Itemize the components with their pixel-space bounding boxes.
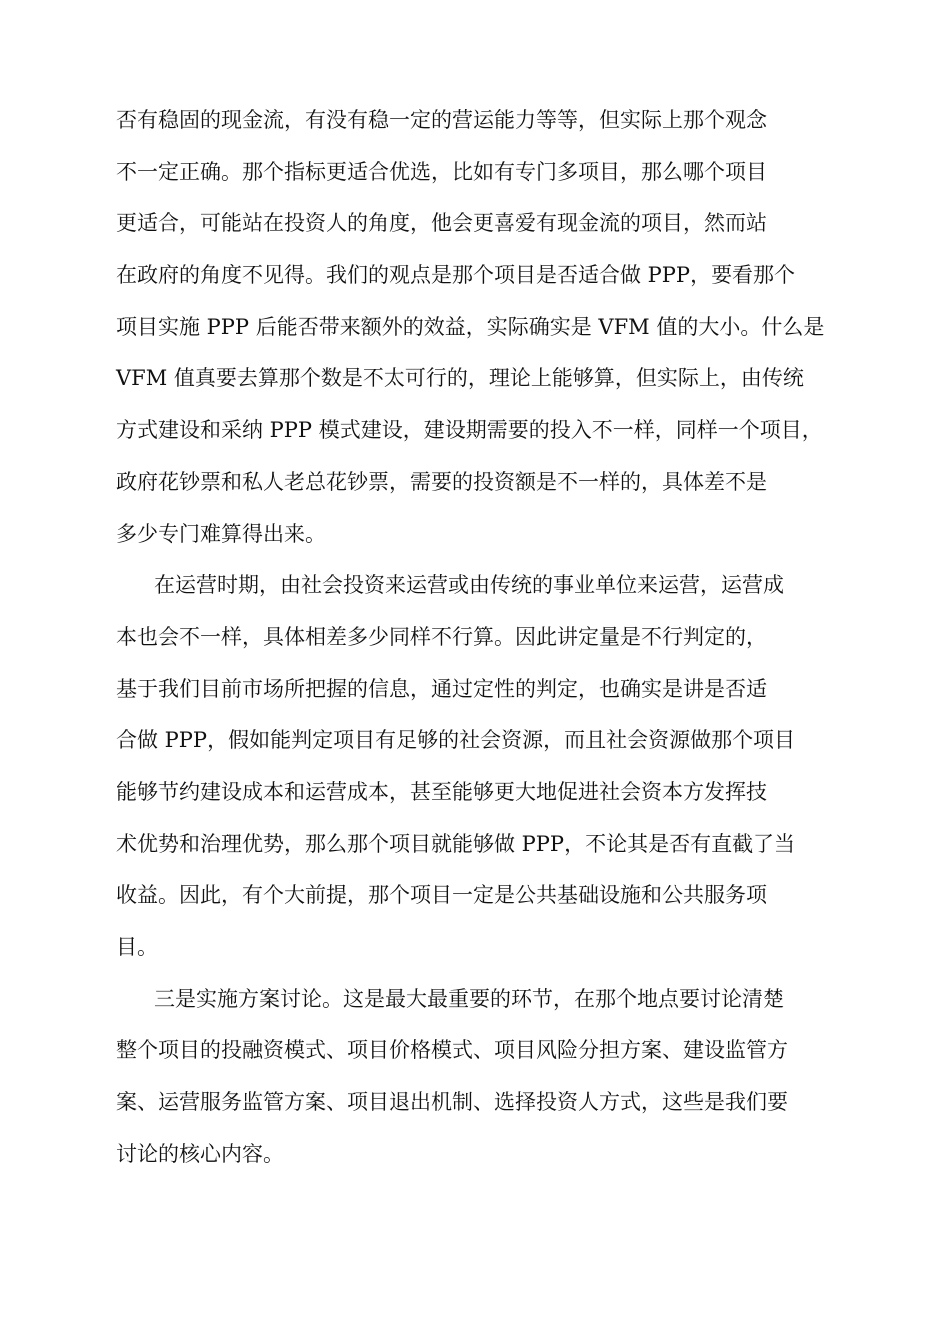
paragraph-2 <box>116 560 846 974</box>
text-line: 收益。因此，有个大前提，那个项目一定是公共基础设施和公共服务项 <box>116 883 767 908</box>
text-line: 多少专门难算得出来。 <box>116 521 326 546</box>
text-line: 否有稳固的现金流，有没有稳一定的营运能力等等，但实际上那个观念 <box>116 108 767 132</box>
text-line: 方式建设和采纳 PPP 模式建设，建设期需要的投入不一样，同样一个项目， <box>116 418 823 443</box>
text-line: 整个项目的投融资模式、项目价格模式、项目风险分担方案、建设监管方 <box>116 1038 788 1063</box>
text-line: 在政府的角度不见得。我们的观点是那个项目是否适合做 PPP，要看那个 <box>116 263 796 288</box>
text-line: 不一定正确。那个指标更适合优选，比如有专门多项目，那么哪个项目 <box>116 159 767 184</box>
text-line: 术优势和治理优势，那么那个项目就能够做 PPP，不论其是否有直截了当 <box>116 831 796 856</box>
text-line: 项目实施 PPP 后能否带来额外的效益，实际确实是 VFM 值的大小。什么是 <box>116 314 825 339</box>
text-line: 基于我们目前市场所把握的信息，通过定性的判定，也确实是讲是否适 <box>116 676 767 701</box>
text-line: 目。 <box>116 935 158 959</box>
text-line: 讨论的核心内容。 <box>116 1141 284 1166</box>
document-body <box>116 95 846 1180</box>
text-line: 合做 PPP，假如能判定项目有足够的社会资源，而且社会资源做那个项目 <box>116 728 796 753</box>
text-line: 三是实施方案讨论。这是最大最重要的环节，在那个地点要讨论清楚 <box>154 986 784 1011</box>
text-line: 案、运营服务监管方案、项目退出机制、选择投资人方式，这些是我们要 <box>116 1090 788 1115</box>
text-line: VFM 值真要去算那个数是不太可行的，理论上能够算，但实际上，由传统 <box>116 366 804 391</box>
paragraph-3 <box>116 974 846 1181</box>
text-line: 在运营时期，由社会投资来运营或由传统的事业单位来运营，运营成 <box>154 573 784 598</box>
text-line: 能够节约建设成本和运营成本，甚至能够更大地促进社会资本方发挥技 <box>116 779 767 804</box>
paragraph-1 <box>116 95 846 560</box>
text-line: 本也会不一样，具体相差多少同样不行算。因此讲定量是不行判定的， <box>116 624 767 649</box>
text-line: 政府花钞票和私人老总花钞票，需要的投资额是不一样的，具体差不是 <box>116 469 767 494</box>
text-line: 更适合，可能站在投资人的角度，他会更喜爱有现金流的项目，然而站 <box>116 211 767 236</box>
